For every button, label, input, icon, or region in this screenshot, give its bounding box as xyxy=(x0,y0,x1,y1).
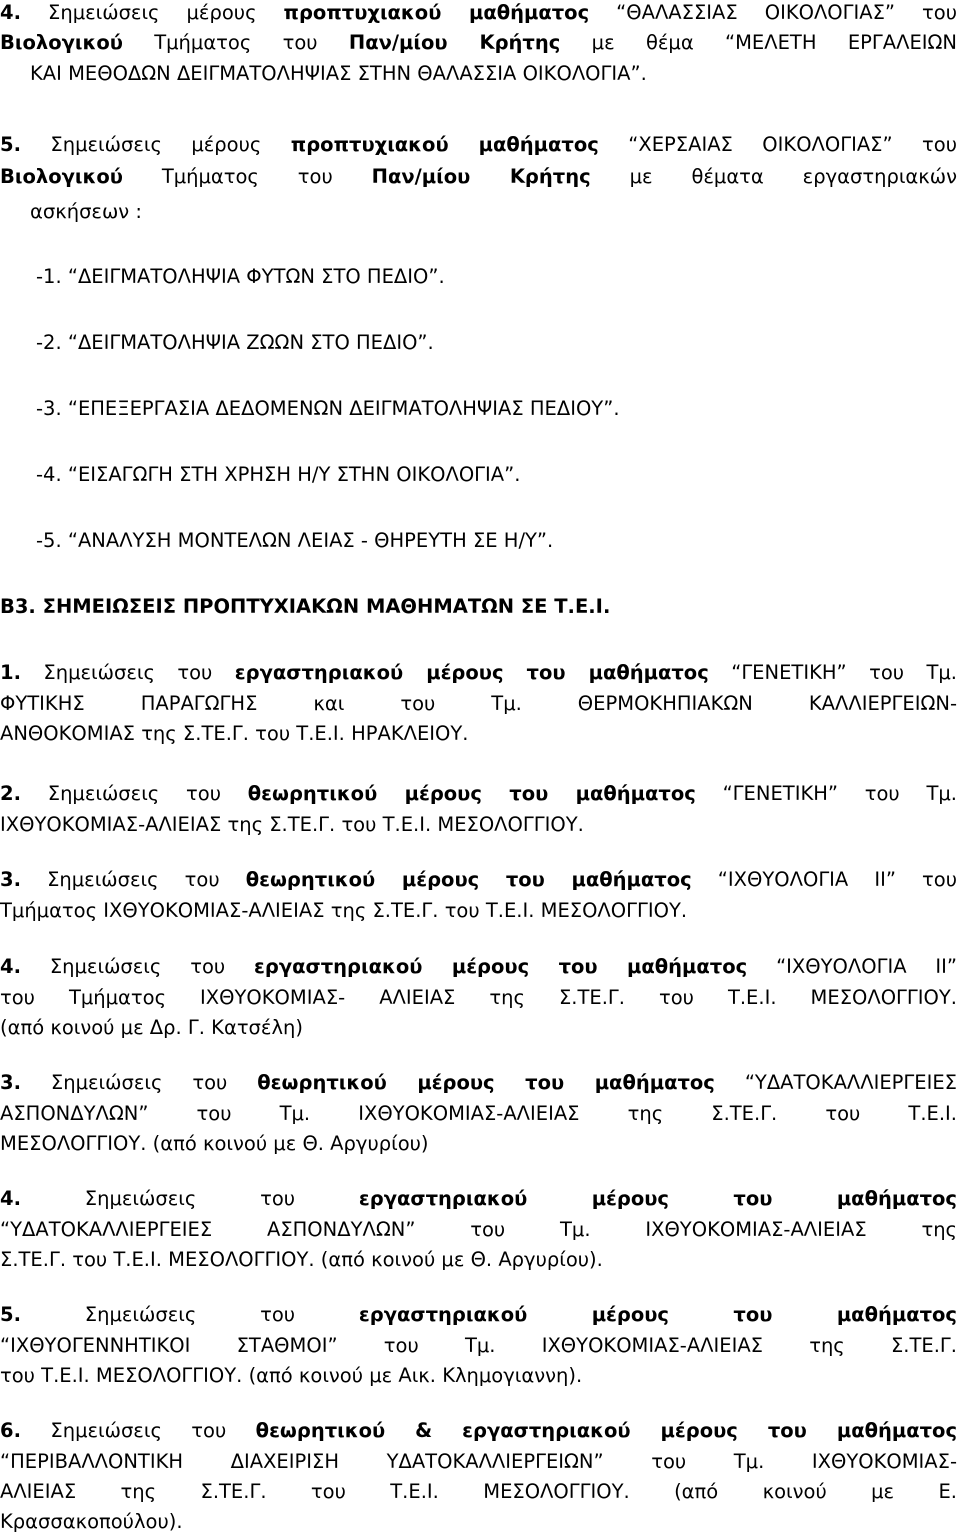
bold-text: εργαστηριακού μέρους του μαθήματος xyxy=(254,955,748,978)
text: “ΓΕΝΕΤΙΚΗ” του Τμ. xyxy=(708,661,957,684)
bold-text: εργαστηριακού μέρους του μαθήματος xyxy=(358,1303,957,1326)
text: ΦΥΤΙΚΗΣ ΠΑΡΑΓΩΓΗΣ και του Τμ. ΘΕΡΜΟΚΗΠΙΑΚΩΝ ΚΑΛΛΙΕΡΓΕΙΩΝ- xyxy=(0,692,957,715)
text-line xyxy=(0,985,957,1011)
text-line xyxy=(0,898,687,924)
text: Σημειώσεις μέρους xyxy=(20,1,284,24)
text: “ΠΕΡΙΒΑΛΛΟΝΤΙΚΗ ΔΙΑΧΕΙΡΙΣΗ ΥΔΑΤΟΚΑΛΛΙΕΡΓΕΙΩΝ” του Τμ. ΙΧΘΥΟΚΟΜΙΑΣ- xyxy=(0,1450,957,1473)
text-line xyxy=(36,330,434,356)
text: ΑΝΘΟΚΟΜΙΑΣ της Σ.ΤΕ.Γ. του Τ.Ε.Ι. ΗΡΑΚΛΕΙΟΥ. xyxy=(0,722,469,745)
text: (από κοινού με Δρ. Γ. Κατσέλη) xyxy=(0,1016,303,1039)
bold-text: θεωρητικού & εργαστηριακού μέρους του μαθήματος xyxy=(255,1419,958,1442)
bold-text: 4. xyxy=(0,1187,21,1210)
text-line xyxy=(0,1363,582,1389)
text-line xyxy=(0,164,957,190)
text-line xyxy=(0,867,957,893)
text-line xyxy=(0,1217,957,1243)
bold-text: προπτυχιακού μαθήματος xyxy=(283,1,590,24)
text: -5. “ΑΝΑΛΥΣΗ ΜΟΝΤΕΛΩΝ ΛΕΙΑΣ - ΘΗΡΕΥΤΗ ΣΕ Η/Υ”. xyxy=(36,529,554,552)
text: ΑΣΠΟΝΔΥΛΩΝ” του Τμ. ΙΧΘΥΟΚΟΜΙΑΣ-ΑΛΙΕΙΑΣ της Σ.ΤΕ.Γ. του Τ.Ε.Ι. xyxy=(0,1102,957,1125)
bold-text: προπτυχιακού μαθήματος xyxy=(290,133,599,156)
text: Σημειώσεις του xyxy=(20,1419,256,1442)
text-line xyxy=(36,528,553,554)
bold-text: Βιολογικού xyxy=(0,31,123,54)
text: “ΙΧΘΥΟΛΟΓΙΑ ΙΙ” xyxy=(747,955,958,978)
text: Σημειώσεις του xyxy=(20,955,255,978)
text: “ΧΕΡΣΑΙΑΣ ΟΙΚΟΛΟΓΙΑΣ” του xyxy=(598,133,957,156)
text-line xyxy=(0,660,957,686)
text: Τμήματος του xyxy=(122,31,349,54)
text: του Τμήματος ΙΧΘΥΟΚΟΜΙΑΣ- ΑΛΙΕΙΑΣ της Σ.ΤΕ.Γ. του Τ.Ε.Ι. ΜΕΣΟΛΟΓΓΙΟΥ. xyxy=(0,986,957,1009)
text: του Τ.Ε.Ι. ΜΕΣΟΛΟΓΓΙΟΥ. (από κοινού με Αικ. Κλημογιαννη). xyxy=(0,1364,583,1387)
text: “ΘΑΛΑΣΣΙΑΣ ΟΙΚΟΛΟΓΙΑΣ” του xyxy=(589,1,958,24)
bold-text: 3. xyxy=(0,868,21,891)
text: -3. “ΕΠΕΞΕΡΓΑΣΙΑ ΔΕΔΟΜΕΝΩΝ ΔΕΙΓΜΑΤΟΛΗΨΙΑΣ ΠΕΔΙΟΥ”. xyxy=(36,397,620,420)
text-line xyxy=(30,61,647,87)
bold-text: Β3. ΣΗΜΕΙΩΣΕΙΣ ΠΡΟΠΤΥΧΙΑΚΩΝ ΜΑΘΗΜΑΤΩΝ ΣΕ Τ.Ε.Ι. xyxy=(0,595,611,618)
bold-text: 6. xyxy=(0,1419,21,1442)
text-line xyxy=(36,264,445,290)
text: ΑΛΙΕΙΑΣ της Σ.ΤΕ.Γ. του Τ.Ε.Ι. ΜΕΣΟΛΟΓΓΙΟΥ. (από κοινού με Ε. xyxy=(0,1480,957,1503)
text-line xyxy=(0,1070,957,1096)
text: Σημειώσεις του xyxy=(20,782,248,805)
text: ασκήσεων : xyxy=(30,200,142,223)
text-line xyxy=(0,1101,957,1127)
text: Κρασσακοπούλου). xyxy=(0,1510,183,1533)
text: “ΓΕΝΕΤΙΚΗ” του Τμ. xyxy=(695,782,958,805)
text: Τμήματος ΙΧΘΥΟΚΟΜΙΑΣ-ΑΛΙΕΙΑΣ της Σ.ΤΕ.Γ. του Τ.Ε.Ι. ΜΕΣΟΛΟΓΓΙΟΥ. xyxy=(0,899,688,922)
text: ΚΑΙ ΜΕΘΟΔΩΝ ΔΕΙΓΜΑΤΟΛΗΨΙΑΣ ΣΤΗΝ ΘΑΛΑΣΣΙΑ ΟΙΚΟΛΟΓΙΑ”. xyxy=(30,62,647,85)
text: ΙΧΘΥΟΚΟΜΙΑΣ-ΑΛΙΕΙΑΣ της Σ.ΤΕ.Γ. του Τ.Ε.Ι. ΜΕΣΟΛΟΓΓΙΟΥ. xyxy=(0,813,584,836)
text-line xyxy=(0,1333,957,1359)
text: Σημειώσεις του xyxy=(20,1071,258,1094)
text: -1. “ΔΕΙΓΜΑΤΟΛΗΨΙΑ ΦΥΤΩΝ ΣΤΟ ΠΕΔΙΟ”. xyxy=(36,265,445,288)
bold-text: θεωρητικού μέρους του μαθήματος xyxy=(257,1071,715,1094)
text: Σ.ΤΕ.Γ. του Τ.Ε.Ι. ΜΕΣΟΛΟΓΓΙΟΥ. (από κοινού με Θ. Αργυρίου). xyxy=(0,1248,603,1271)
text-line xyxy=(0,1302,957,1328)
text-line xyxy=(0,0,957,26)
text: “ΙΧΘΥΟΓΕΝΝΗΤΙΚΟΙ ΣΤΑΘΜΟΙ” του Τμ. ΙΧΘΥΟΚΟΜΙΑΣ-ΑΛΙΕΙΑΣ της Σ.ΤΕ.Γ. xyxy=(0,1334,957,1357)
bold-text: εργαστηριακού μέρους του μαθήματος xyxy=(358,1187,957,1210)
text-line xyxy=(0,721,469,747)
bold-text: 5. xyxy=(0,133,21,156)
text-line xyxy=(0,781,957,807)
text-line xyxy=(0,1015,303,1041)
bold-text: Βιολογικού xyxy=(0,165,123,188)
text: Σημειώσεις του xyxy=(20,868,246,891)
text: Σημειώσεις του xyxy=(20,1303,359,1326)
text: Σημειώσεις μέρους xyxy=(20,133,291,156)
bold-text: 5. xyxy=(0,1303,21,1326)
text: με θέματα εργαστηριακών xyxy=(590,165,957,188)
text-line xyxy=(0,132,957,158)
text: “ΥΔΑΤΟΚΑΛΛΙΕΡΓΕΙΕΣ xyxy=(714,1071,957,1094)
text-line xyxy=(0,1186,957,1212)
text-line xyxy=(0,594,610,620)
text-line xyxy=(0,954,957,980)
bold-text: 3. xyxy=(0,1071,21,1094)
bold-text: 1. xyxy=(0,661,21,684)
text-line xyxy=(36,396,620,422)
text-line xyxy=(36,462,520,488)
text: Σημειώσεις του xyxy=(20,1187,359,1210)
text-line xyxy=(0,1131,429,1157)
text-line xyxy=(0,1449,957,1475)
text: με θέμα “ΜΕΛΕΤΗ ΕΡΓΑΛΕΙΩΝ xyxy=(560,31,958,54)
bold-text: 2. xyxy=(0,782,21,805)
text-line xyxy=(0,812,584,838)
text-line xyxy=(0,1418,957,1444)
text: Τμήματος του xyxy=(122,165,372,188)
text: “ΥΔΑΤΟΚΑΛΛΙΕΡΓΕΙΕΣ ΑΣΠΟΝΔΥΛΩΝ” του Τμ. ΙΧΘΥΟΚΟΜΙΑΣ-ΑΛΙΕΙΑΣ της xyxy=(0,1218,957,1241)
text-line xyxy=(0,1247,603,1273)
text: “ΙΧΘΥΟΛΟΓΙΑ ΙΙ” του xyxy=(691,868,958,891)
text: -4. “ΕΙΣΑΓΩΓΗ ΣΤΗ ΧΡΗΣΗ Η/Υ ΣΤΗΝ ΟΙΚΟΛΟΓΙΑ”. xyxy=(36,463,521,486)
bold-text: 4. xyxy=(0,1,21,24)
text-line xyxy=(0,1479,957,1505)
bold-text: θεωρητικού μέρους του μαθήματος xyxy=(245,868,692,891)
text-line xyxy=(0,30,957,56)
text-line xyxy=(0,1509,183,1535)
text: -2. “ΔΕΙΓΜΑΤΟΛΗΨΙΑ ΖΩΩΝ ΣΤΟ ΠΕΔΙΟ”. xyxy=(36,331,434,354)
text: ΜΕΣΟΛΟΓΓΙΟΥ. (από κοινού με Θ. Αργυρίου) xyxy=(0,1132,429,1155)
text-line xyxy=(30,199,142,225)
text-line xyxy=(0,691,957,717)
bold-text: Παν/μίου Κρήτης xyxy=(371,165,591,188)
bold-text: θεωρητικού μέρους του μαθήματος xyxy=(247,782,696,805)
text: Σημειώσεις του xyxy=(20,661,235,684)
bold-text: εργαστηριακού μέρους του μαθήματος xyxy=(234,661,709,684)
bold-text: 4. xyxy=(0,955,21,978)
bold-text: Παν/μίου Κρήτης xyxy=(348,31,561,54)
